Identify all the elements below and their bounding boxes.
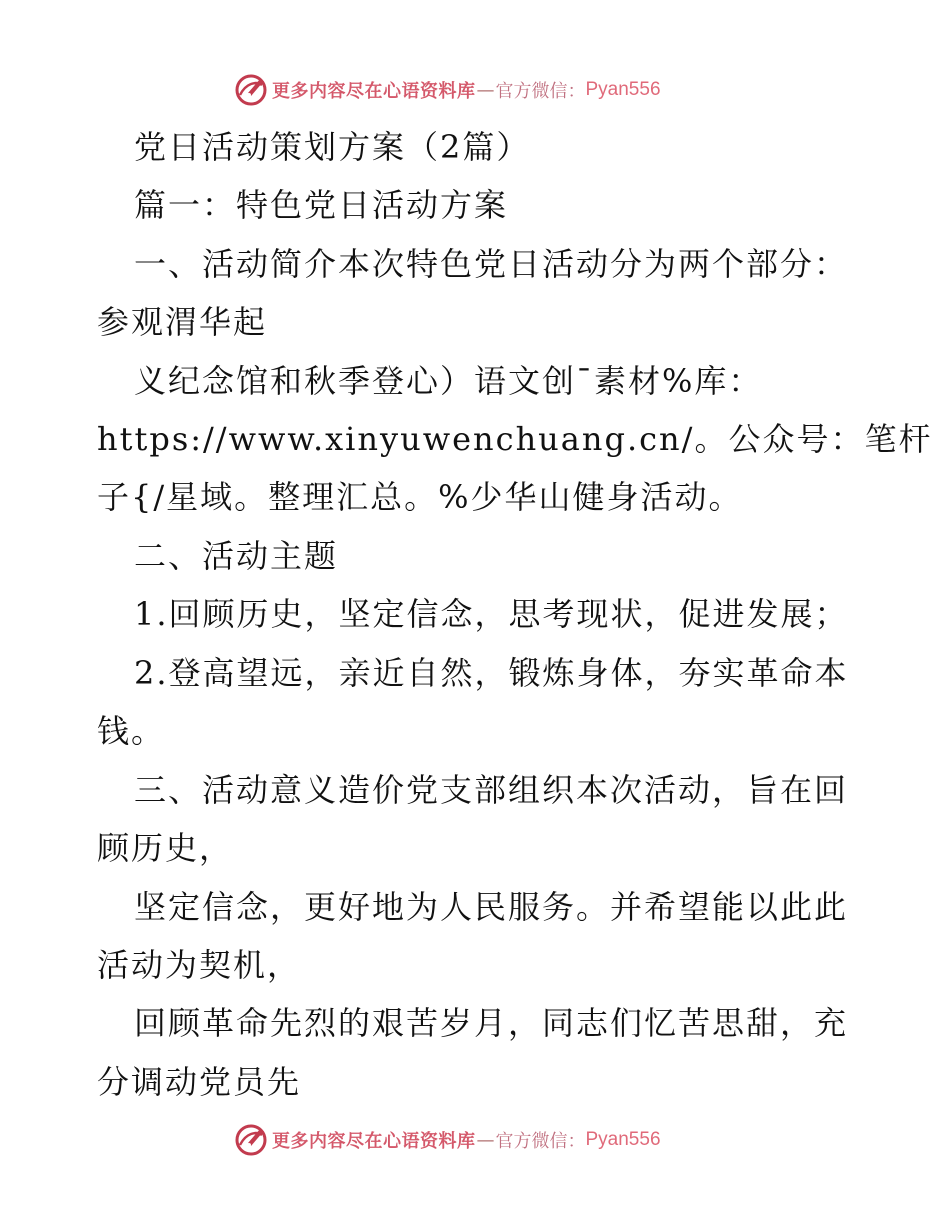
paragraph-line: https://www.xinyuwenchuang.cn/。公众号：笔杆: [97, 420, 933, 458]
paragraph-line: 活动为契机，: [97, 946, 302, 984]
list-item: 1.回顾历史，坚定信念，思考现状，促进发展；: [134, 595, 849, 633]
watermark-brand: 更多内容尽在心语资料库: [272, 81, 476, 102]
paragraph-line: 三、活动意义造价党支部组织本次活动，旨在回: [134, 771, 849, 809]
paragraph-line: 回顾革命先烈的艰苦岁月，同志们忆苦思甜，充: [134, 1004, 849, 1042]
paragraph-line: 分调动党员先: [97, 1063, 302, 1101]
paragraph-line: 钱。: [97, 712, 166, 750]
watermark-wechat-id: Pyan556: [585, 79, 661, 100]
pen-swirl-logo-icon: [234, 73, 268, 107]
watermark-official-label: 官方微信：: [495, 1131, 586, 1152]
watermark-dash: —: [476, 79, 495, 101]
pen-swirl-logo-icon: [234, 1123, 268, 1157]
watermark-brand: 更多内容尽在心语资料库: [272, 1131, 476, 1152]
watermark-official-label: 官方微信：: [495, 81, 586, 102]
paragraph-line: 参观渭华起: [97, 303, 268, 341]
list-item: 2.登高望远，亲近自然，锻炼身体，夯实革命本: [134, 654, 849, 692]
paragraph-line: 义纪念馆和秋季登心）语文创¯素材%库：: [134, 362, 763, 400]
document-title: 党日活动策划方案（2篇）: [134, 128, 531, 166]
section-heading: 篇一：特色党日活动方案: [134, 186, 509, 224]
watermark-dash: —: [476, 1129, 495, 1151]
footer-watermark: [234, 1123, 661, 1157]
section-heading: 二、活动主题: [134, 537, 339, 575]
paragraph-line: 顾历史，: [97, 829, 234, 867]
header-watermark: [234, 73, 661, 107]
paragraph-line: 子{/星域。整理汇总。%少华山健身活动。: [97, 478, 743, 516]
paragraph-line: 一、活动简介本次特色党日活动分为两个部分：: [134, 245, 849, 283]
paragraph-line: 坚定信念，更好地为人民服务。并希望能以此此: [134, 888, 849, 926]
watermark-wechat-id: Pyan556: [585, 1129, 661, 1150]
